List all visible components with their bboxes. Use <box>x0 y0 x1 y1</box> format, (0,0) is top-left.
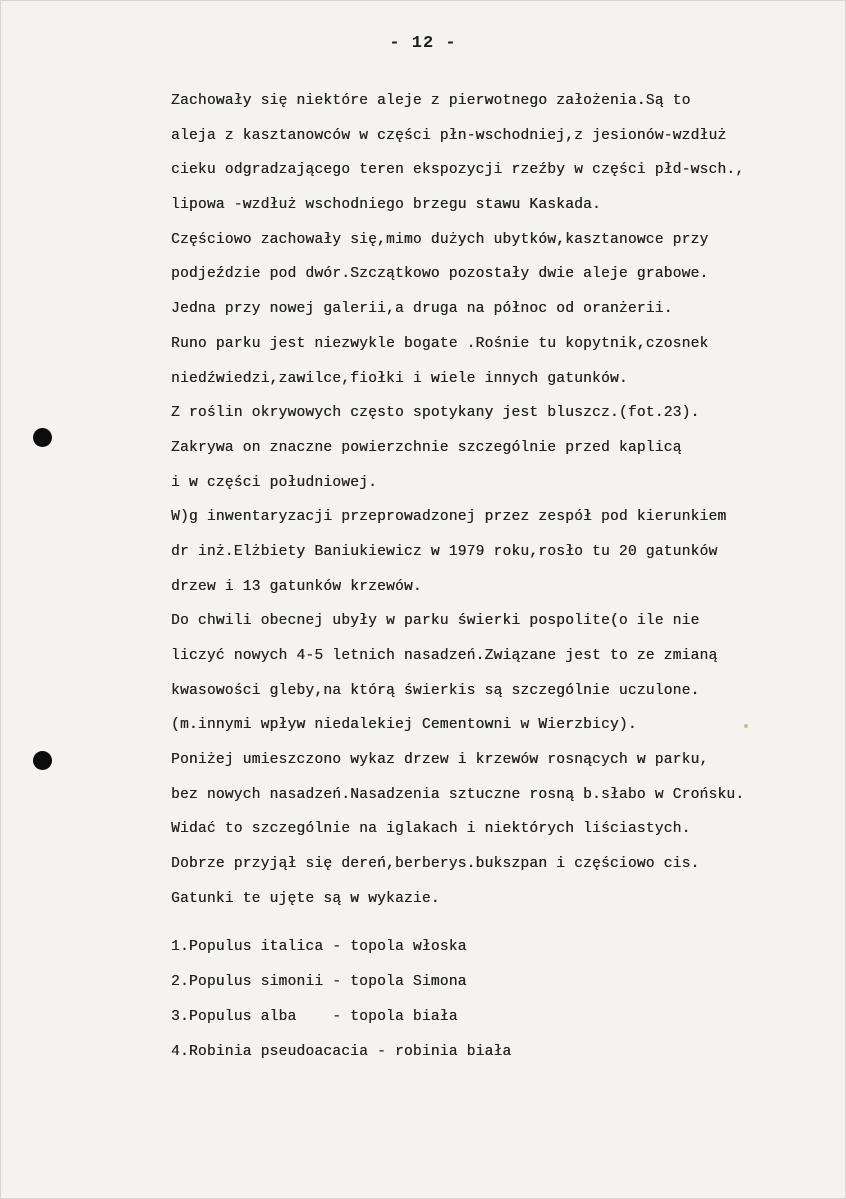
text-line: podjeździe pod dwór.Szczątkowo pozostały dwie aleje grabowe. <box>171 266 709 283</box>
text-line: W)g inwentaryzacji przeprowadzonej przez zespół pod kierunkiem <box>171 509 727 526</box>
text-line: cieku odgradzającego teren ekspozycji rzeźby w części płd-wsch., <box>171 162 745 179</box>
body-paragraph <box>171 84 831 917</box>
text-line: Zachowały się niektóre aleje z pierwotnego założenia.Są to <box>171 93 691 109</box>
text-line: bez nowych nasadzeń.Nasadzenia sztuczne rosną b.słabo w Crońsku. <box>171 786 745 803</box>
text-line: Częściowo zachowały się,mimo dużych ubytków,kasztanowce przy <box>171 231 709 248</box>
paper-speck <box>744 724 748 728</box>
text-line: liczyć nowych 4-5 letnich nasadzeń.Związane jest to ze zmianą <box>171 648 718 664</box>
text-line: Jedna przy nowej galerii,a druga na północ od oranżerii. <box>171 301 673 318</box>
text-line: Widać to szczególnie na iglakach i niektórych liściastych. <box>171 821 691 838</box>
species-list <box>171 930 831 1070</box>
text-line: niedźwiedzi,zawilce,fiołki i wiele innych gatunków. <box>171 370 628 387</box>
page-number: - 12 - <box>389 34 457 53</box>
text-line: drzew i 13 gatunków krzewów. <box>171 578 422 595</box>
text-line: Dobrze przyjął się dereń,berberys.bukszpan i częściowo cis. <box>171 856 700 873</box>
text-line: Do chwili obecnej ubyły w parku świerki pospolite(o ile nie <box>171 613 700 630</box>
text-line: dr inż.Elżbiety Baniukiewicz w 1979 roku,rosło tu 20 gatunków <box>171 543 718 560</box>
species-list-item: 1.Populus italica - topola włoska <box>171 939 467 955</box>
text-line: Runo parku jest niezwykle bogate .Rośnie tu kopytnik,czosnek <box>171 335 709 352</box>
text-line: Gatunki te ujęte są w wykazie. <box>171 890 440 907</box>
species-list-item: 3.Populus alba - topola biała <box>171 1009 458 1025</box>
text-line: Poniżej umieszczono wykaz drzew i krzewów rosnących w parku, <box>171 752 709 769</box>
text-line: (m.innymi wpływ niedalekiej Cementowni w Wierzbicy). <box>171 717 637 734</box>
text-line: Z roślin okrywowych często spotykany jest bluszcz.(fot.23). <box>171 405 700 422</box>
text-line: Zakrywa on znaczne powierzchnie szczególnie przed kaplicą <box>171 439 682 456</box>
text-line: lipowa -wzdłuż wschodniego brzegu stawu Kaskada. <box>171 197 601 214</box>
punch-hole-top <box>33 428 52 447</box>
species-list-item: 4.Robinia pseudoacacia - robinia biała <box>171 1044 512 1060</box>
text-line: kwasowości gleby,na którą świerkis są szczególnie uczulone. <box>171 682 700 699</box>
text-line: i w części południowej. <box>171 474 378 491</box>
species-list-item: 2.Populus simonii - topola Simona <box>171 974 467 990</box>
punch-hole-bottom <box>33 751 52 770</box>
text-line: aleja z kasztanowców w części płn-wschodniej,z jesionów-wzdłuż <box>171 127 727 144</box>
